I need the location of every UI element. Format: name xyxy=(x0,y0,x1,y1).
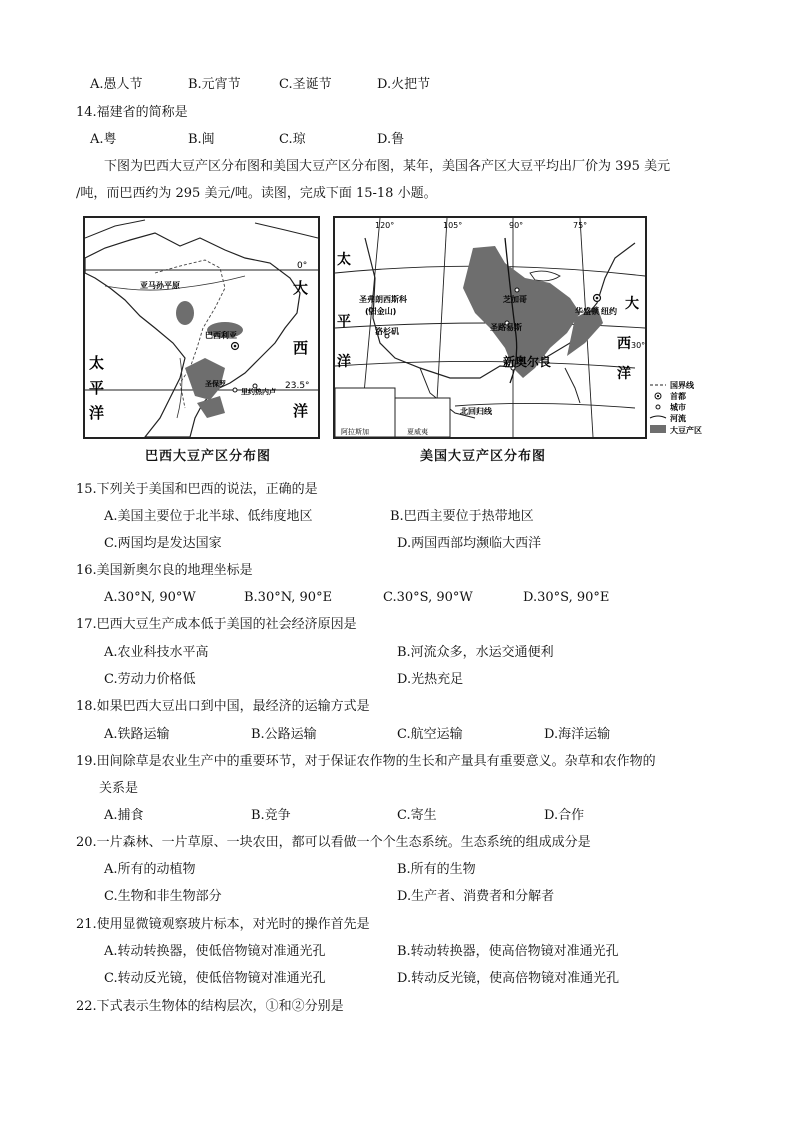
q18-option-b: B.公路运输 xyxy=(251,727,317,742)
q15-stem: 15.下列关于美国和巴西的说法，正确的是 xyxy=(76,482,318,497)
q21-option-d: D.转动反光镜，使高倍物镜对准通光孔 xyxy=(397,971,620,986)
atlantic-char-3: 洋 xyxy=(293,402,309,420)
usa-atlantic-char-1: 大 xyxy=(625,296,639,312)
q19-option-c: C.寄生 xyxy=(397,808,437,823)
q21-option-a: A.转动转换器，使低倍物镜对准通光孔 xyxy=(104,944,326,959)
brazil-soy-region-4 xyxy=(197,396,225,418)
q18-option-d: D.海洋运输 xyxy=(544,727,611,742)
intro-line-1: 下图为巴西大豆产区分布图和美国大豆产区分布图，某年，美国各产区大豆平均出厂价为 395 美元 xyxy=(104,159,671,174)
brazil-map xyxy=(83,216,320,439)
washington-label: 华盛顿 xyxy=(575,307,599,316)
brazil-soy-region-3 xyxy=(185,358,225,400)
q14-stem: 14.福建省的简称是 xyxy=(76,105,188,120)
q21-stem: 21.使用显微镜观察玻片标本，对光时的操作首先是 xyxy=(76,917,370,932)
q15-option-c: C.两国均是发达国家 xyxy=(104,536,222,551)
q14-option-c: C.琼 xyxy=(279,132,306,147)
legend-river: 河流 xyxy=(670,414,686,423)
brazil-soy-region-1 xyxy=(176,301,194,325)
q17-option-a: A.农业科技水平高 xyxy=(104,645,209,660)
tropic-label: 23.5° xyxy=(285,381,310,391)
chicago-label: 芝加哥 xyxy=(503,295,527,304)
atlantic-char-1: 大 xyxy=(293,279,309,297)
usa-pacific-char-3: 洋 xyxy=(337,354,351,370)
pacific-char-2: 平 xyxy=(89,379,105,397)
q19-stem-continued: 关系是 xyxy=(99,781,139,796)
brazil-map-graphic xyxy=(85,218,318,437)
q20-stem: 20.一片森林、一片草原、一块农田，都可以看做一个个生态系统。生态系统的组成成分是 xyxy=(76,835,591,850)
st-louis-label: 圣路易斯 xyxy=(490,323,522,332)
sao-paulo-label: 圣保罗 xyxy=(205,380,226,388)
equator-label: 0° xyxy=(297,261,308,271)
usa-atlantic-char-2: 西 xyxy=(617,336,631,352)
usa-map-caption: 美国大豆产区分布图 xyxy=(420,449,547,464)
q13-option-d: D.火把节 xyxy=(377,77,431,92)
q20-option-b: B.所有的生物 xyxy=(397,862,476,877)
q17-option-b: B.河流众多，水运交通便利 xyxy=(397,645,554,660)
q14-option-a: A.粤 xyxy=(90,132,117,147)
q15-option-b: B.巴西主要位于热带地区 xyxy=(390,509,534,524)
q20-option-c: C.生物和非生物部分 xyxy=(104,889,222,904)
q18-stem: 18.如果巴西大豆出口到中国，最经济的运输方式是 xyxy=(76,699,370,714)
q19-stem: 19.田间除草是农业生产中的重要环节，对于保证农作物的生长和产量具有重要意义。杂草和农作物的 xyxy=(76,754,656,769)
sf-label-2: (旧金山) xyxy=(365,307,397,316)
q16-option-c: C.30°S, 90°W xyxy=(383,590,473,605)
q16-stem: 16.美国新奥尔良的地理坐标是 xyxy=(76,563,253,578)
legend-capital: 首都 xyxy=(670,392,686,401)
legend-graphic xyxy=(648,380,718,436)
legend-border: 国界线 xyxy=(670,381,694,390)
q19-option-b: B.竞争 xyxy=(251,808,291,823)
hawaii-label: 夏威夷 xyxy=(407,428,428,436)
lon-120-label: 120° xyxy=(375,221,395,230)
usa-pacific-char-1: 太 xyxy=(337,252,351,268)
q17-option-c: C.劳动力价格低 xyxy=(104,672,196,687)
brasilia-label: 巴西利亚 xyxy=(205,331,237,340)
map-legend xyxy=(648,380,718,436)
q21-option-c: C.转动反光镜，使低倍物镜对准通光孔 xyxy=(104,971,326,986)
usa-pacific-char-2: 平 xyxy=(337,314,351,330)
pacific-char-1: 太 xyxy=(89,354,105,372)
q16-option-d: D.30°S, 90°E xyxy=(523,590,610,605)
q14-option-d: D.鲁 xyxy=(377,132,405,147)
q16-option-a: A.30°N, 90°W xyxy=(104,590,196,605)
q22-stem: 22.下式表示生物体的结构层次，①和②分别是 xyxy=(76,999,344,1014)
amazon-label: 亚马孙平原 xyxy=(140,281,180,290)
lat-30-label: 30° xyxy=(631,341,645,350)
sf-label: 圣弗朗西斯科 xyxy=(359,295,407,304)
lon-90-label: 90° xyxy=(509,221,524,230)
pacific-char-3: 洋 xyxy=(89,404,105,422)
q18-option-a: A.铁路运输 xyxy=(104,727,170,742)
brazil-map-caption: 巴西大豆产区分布图 xyxy=(145,449,272,464)
q20-option-a: A.所有的动植物 xyxy=(104,862,196,877)
tropic-cancer-label: 北回归线 xyxy=(460,407,492,416)
q18-option-c: C.航空运输 xyxy=(397,727,463,742)
q19-option-d: D.合作 xyxy=(544,808,585,823)
intro-line-2: /吨，而巴西约为 295 美元/吨。读图，完成下面 15-18 小题。 xyxy=(76,186,437,201)
lon-75-label: 75° xyxy=(573,221,588,230)
usa-atlantic-char-3: 洋 xyxy=(617,366,631,382)
usa-map-graphic xyxy=(335,218,645,437)
q17-option-d: D.光热充足 xyxy=(397,672,464,687)
new-orleans-label: 新奥尔良 xyxy=(503,355,552,369)
atlantic-char-2: 西 xyxy=(293,339,309,357)
q17-stem: 17.巴西大豆生产成本低于美国的社会经济原因是 xyxy=(76,617,357,632)
alaska-label: 阿拉斯加 xyxy=(341,428,369,436)
q13-option-b: B.元宵节 xyxy=(188,77,241,92)
new-york-label: 纽约 xyxy=(601,307,617,316)
q14-option-b: B.闽 xyxy=(188,132,215,147)
q21-option-b: B.转动转换器，使高倍物镜对准通光孔 xyxy=(397,944,619,959)
rio-label: 里约热内卢 xyxy=(241,388,276,396)
q19-option-a: A.捕食 xyxy=(104,808,144,823)
usa-map xyxy=(333,216,647,439)
q13-option-a: A.愚人节 xyxy=(90,77,143,92)
legend-city: 城市 xyxy=(670,403,686,412)
q15-option-d: D.两国西部均濒临大西洋 xyxy=(397,536,542,551)
lon-105-label: 105° xyxy=(443,221,463,230)
legend-soy: 大豆产区 xyxy=(670,426,702,435)
q20-option-d: D.生产者、消费者和分解者 xyxy=(397,889,555,904)
q16-option-b: B.30°N, 90°E xyxy=(244,590,333,605)
la-label: 洛杉矶 xyxy=(375,327,399,336)
q13-option-c: C.圣诞节 xyxy=(279,77,332,92)
q15-option-a: A.美国主要位于北半球、低纬度地区 xyxy=(104,509,313,524)
